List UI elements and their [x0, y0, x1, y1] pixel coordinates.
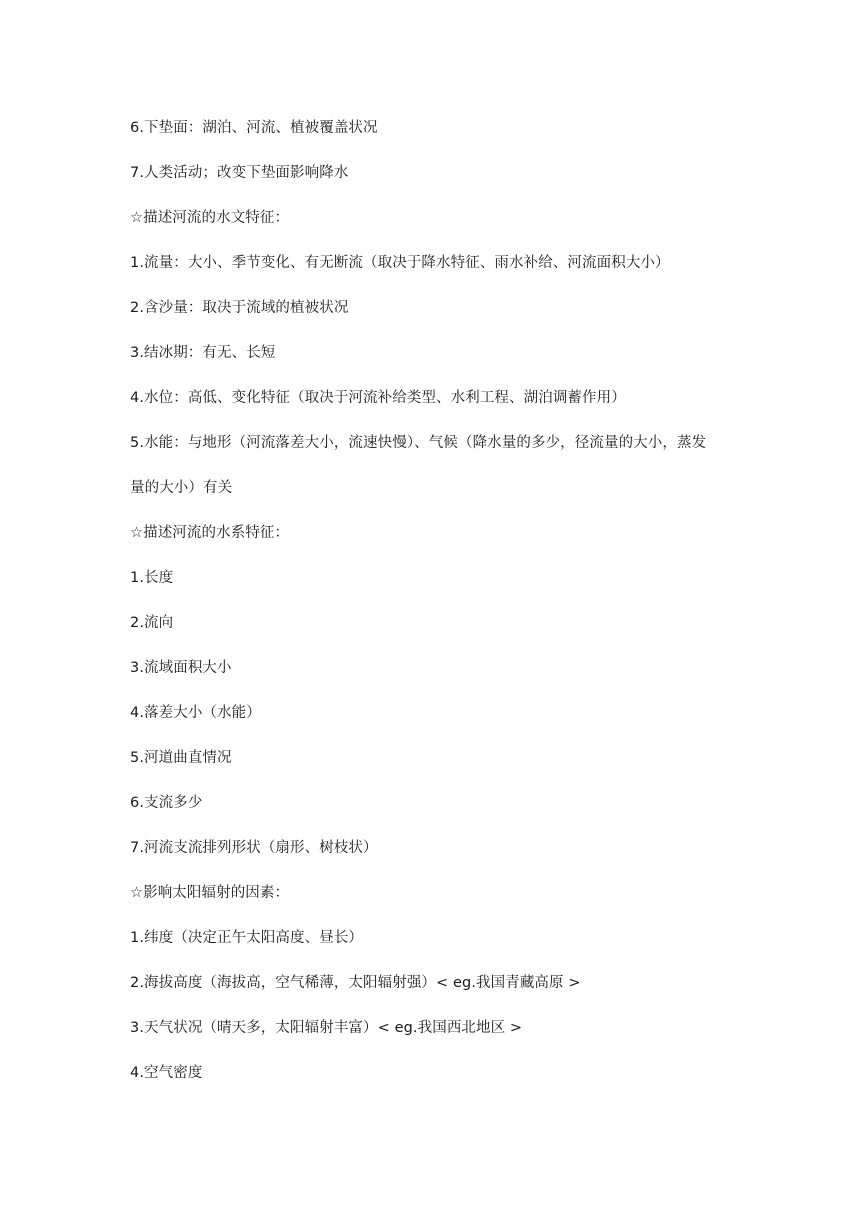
- section-heading-river-system: ☆描述河流的水系特征：: [130, 525, 290, 541]
- text-line-sediment: 2.含沙量：取决于流域的植被状况: [130, 300, 349, 316]
- text-line-air-density: 4.空气密度: [130, 1065, 203, 1081]
- text-line-weather: 3.天气状况（晴天多，太阳辐射丰富）< eg.我国西北地区 >: [130, 1020, 523, 1036]
- text-line-direction: 2.流向: [130, 615, 174, 631]
- text-line-tributaries: 6.支流多少: [130, 795, 203, 811]
- text-line-basin-area: 3.流域面积大小: [130, 660, 232, 676]
- text-line-freezing: 3.结冰期：有无、长短: [130, 345, 276, 361]
- text-line-tributary-pattern: 7.河流支流排列形状（扇形、树枝状）: [130, 840, 378, 856]
- text-line-length: 1.长度: [130, 570, 174, 586]
- section-heading-hydrological-features: ☆描述河流的水文特征：: [130, 210, 290, 226]
- text-line-flow: 1.流量：大小、季节变化、有无断流（取决于降水特征、雨水补给、河流面积大小）: [130, 255, 670, 271]
- text-line-underlying-surface: 6.下垫面：湖泊、河流、植被覆盖状况: [130, 120, 378, 136]
- text-line-altitude: 2.海拔高度（海拔高，空气稀薄，太阳辐射强）< eg.我国青藏高原 >: [130, 975, 581, 991]
- text-line-hydropower-cont: 量的大小）有关: [130, 480, 233, 496]
- text-line-human-activity: 7.人类活动；改变下垫面影响降水: [130, 165, 349, 181]
- text-line-hydropower: 5.水能：与地形（河流落差大小，流速快慢）、气候（降水量的多少，径流量的大小，蒸发: [130, 435, 707, 451]
- text-line-latitude: 1.纬度（决定正午太阳高度、昼长）: [130, 930, 364, 946]
- section-heading-solar-radiation: ☆影响太阳辐射的因素：: [130, 885, 290, 901]
- text-line-channel: 5.河道曲直情况: [130, 750, 232, 766]
- text-line-water-level: 4.水位：高低、变化特征（取决于河流补给类型、水利工程、湖泊调蓄作用）: [130, 390, 626, 406]
- text-line-drop: 4.落差大小（水能）: [130, 705, 261, 721]
